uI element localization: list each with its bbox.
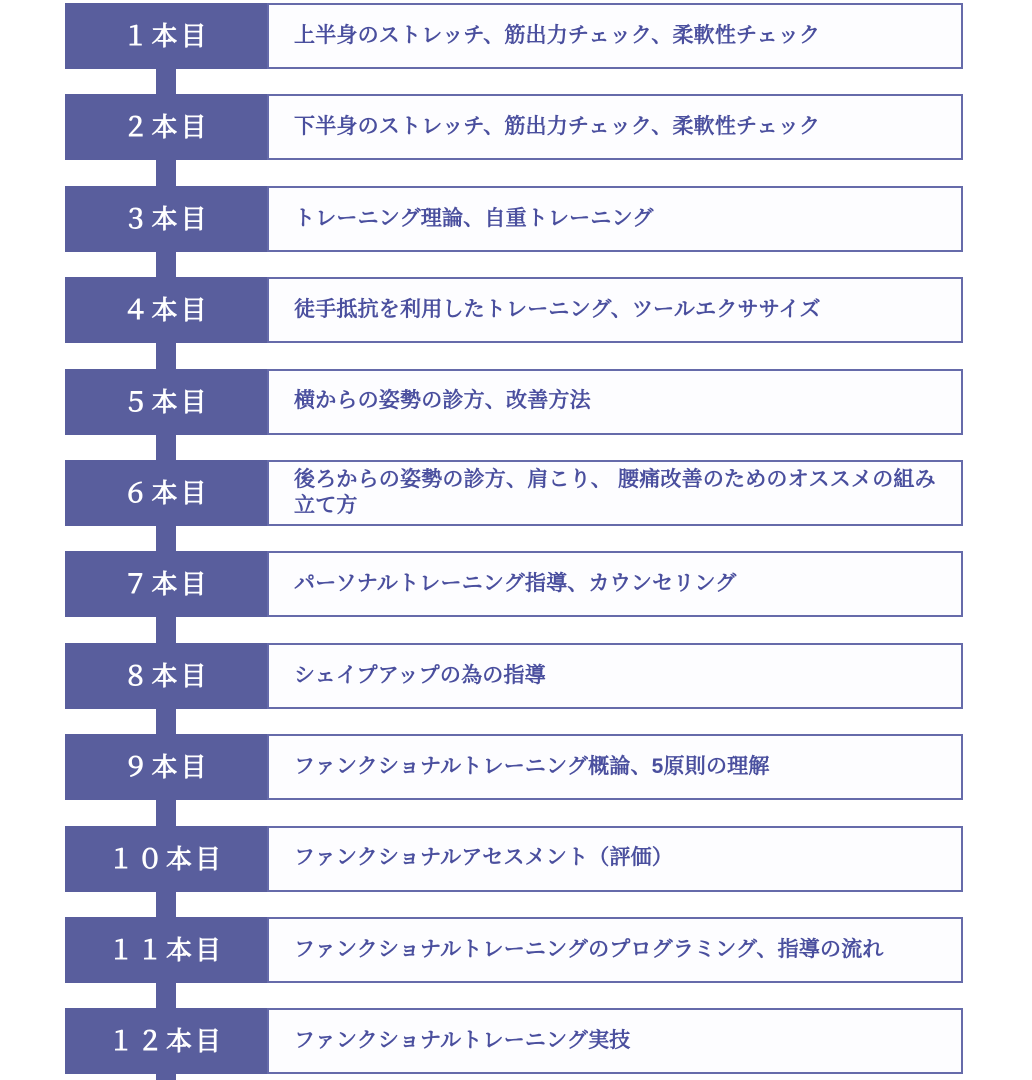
lesson-description-box: [267, 460, 963, 526]
curriculum-row: [65, 94, 1032, 160]
lesson-description: ファンクショナルトレーニング概論、5原則の理解: [294, 755, 770, 778]
lesson-description: 徒手抵抗を利用したトレーニング、ツールエクササイズ: [294, 298, 821, 322]
lesson-number-badge: [65, 734, 267, 800]
lesson-description-box: [267, 734, 963, 800]
lesson-description: 上半身のストレッチ、筋出力チェック、柔軟性チェック: [294, 23, 821, 47]
curriculum-row: [65, 1008, 1032, 1074]
lesson-number-label: １本目: [122, 21, 210, 51]
lesson-description-box: [267, 277, 963, 343]
connector-line: [156, 709, 176, 734]
lesson-description: ファンクショナルトレーニングのプログラミング、指導の流れ: [294, 937, 884, 961]
lesson-description-box: [267, 369, 963, 435]
lesson-number-label: ９本目: [122, 752, 210, 783]
lesson-number-badge: [65, 369, 267, 435]
curriculum-row: [65, 369, 1032, 435]
connector-line: [156, 983, 176, 1008]
lesson-number-label: ８本目: [122, 660, 210, 691]
connector-line: [156, 343, 176, 368]
lesson-number-badge: [65, 460, 267, 526]
lesson-number-badge: [65, 551, 267, 617]
curriculum-row: [65, 734, 1032, 800]
lesson-description-box: [267, 3, 963, 69]
lesson-description-box: [267, 826, 963, 892]
lesson-description: 後ろからの姿勢の診方、肩こり、 腰痛改善のためのオススメの組み立て方: [294, 467, 936, 517]
lesson-number-badge: [65, 917, 267, 983]
curriculum-row: [65, 551, 1032, 617]
lesson-description-box: [267, 1008, 963, 1074]
lesson-description-box: [267, 917, 963, 983]
lesson-number-label: ４本目: [122, 295, 210, 326]
curriculum-row: [65, 460, 1032, 526]
lesson-number-label: ６本目: [122, 477, 210, 508]
lesson-number-label: １１本目: [107, 934, 224, 965]
connector-line: [156, 526, 176, 551]
lesson-description-box: [267, 643, 963, 709]
connector-line: [156, 1074, 176, 1080]
lesson-description: 下半身のストレッチ、筋出力チェック、柔軟性チェック: [294, 115, 821, 139]
lesson-number-label: ７本目: [122, 569, 210, 600]
lesson-description-box: [267, 186, 963, 252]
lesson-number-badge: [65, 186, 267, 252]
lesson-description: パーソナルトレーニング指導、カウンセリング: [294, 572, 737, 596]
lesson-number-badge: [65, 643, 267, 709]
lesson-number-badge: [65, 1008, 267, 1074]
curriculum-row: [65, 277, 1032, 343]
lesson-number-label: ３本目: [122, 203, 210, 234]
lesson-description: 横からの姿勢の診方、改善方法: [294, 389, 591, 413]
lesson-description-box: [267, 94, 963, 160]
lesson-number-badge: [65, 3, 267, 69]
lesson-number-badge: [65, 826, 267, 892]
connector-line: [156, 892, 176, 917]
lesson-number-badge: [65, 94, 267, 160]
connector-line: [156, 800, 176, 825]
connector-line: [156, 617, 176, 642]
curriculum-row: [65, 3, 1032, 69]
lesson-number-label: １２本目: [107, 1026, 224, 1057]
lesson-number-label: ５本目: [122, 386, 210, 417]
curriculum-row: [65, 643, 1032, 709]
lesson-number-badge: [65, 277, 267, 343]
lesson-number-label: ２本目: [122, 112, 210, 143]
lesson-description: シェイプアップの為の指導: [294, 663, 546, 687]
lesson-number-label: １０本目: [107, 843, 224, 874]
curriculum-row: [65, 917, 1032, 983]
curriculum-row: [65, 826, 1032, 892]
connector-line: [156, 252, 176, 277]
connector-line: [156, 69, 176, 94]
lesson-description: トレーニング理論、自重トレーニング: [294, 206, 654, 230]
connector-line: [156, 435, 176, 460]
lesson-description-box: [267, 551, 963, 617]
curriculum-row: [65, 186, 1032, 252]
curriculum-list: [0, 3, 1032, 1074]
connector-line: [156, 160, 176, 185]
lesson-description: ファンクショナルトレーニング実技: [294, 1029, 631, 1053]
lesson-description: ファンクショナルアセスメント（評価）: [294, 846, 674, 870]
